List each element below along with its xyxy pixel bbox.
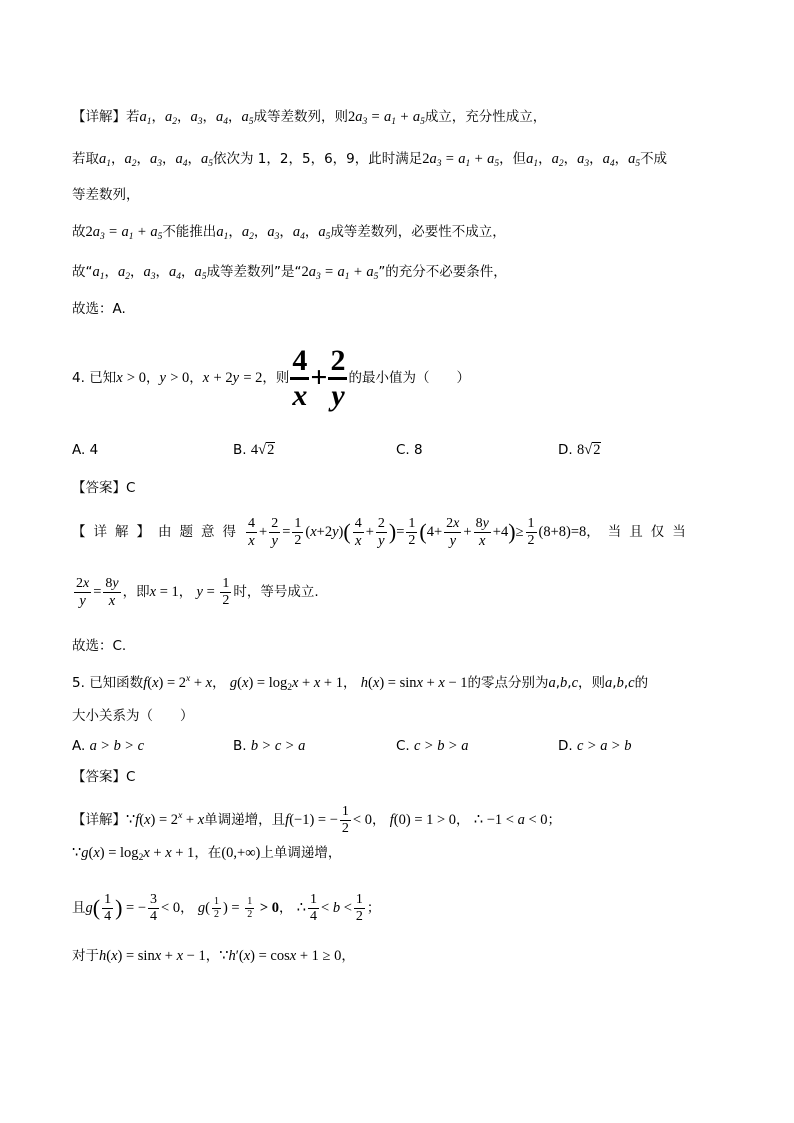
text: 且	[72, 900, 86, 916]
text: 不成	[640, 151, 668, 167]
q4-option-d: D. 8√2	[558, 442, 601, 458]
text: 成等差数列，必要性不成立，	[330, 224, 506, 240]
q5-answer: 【答案】C	[72, 769, 136, 785]
q5-option-a: A. a > b > c	[72, 738, 145, 754]
q3-detail-line-3: 等差数列，	[72, 187, 140, 203]
q5-option-d: D. c > a > b	[558, 738, 632, 754]
text: 的最小值为（ ）	[348, 370, 470, 386]
label: B.	[233, 442, 247, 458]
frac-2-over-y: $\frac{2}{y}$	[330, 343, 346, 412]
text: 不能推出	[162, 224, 217, 240]
text: 时，等号成立.	[233, 584, 319, 600]
text: ，此时满足	[354, 151, 423, 167]
text: 对于	[72, 948, 99, 964]
frac-4-over-x: $\frac{4}{x}$	[292, 343, 308, 412]
q4-option-c: C. 8	[396, 442, 423, 458]
text: ，则	[578, 675, 606, 691]
label: C.	[396, 738, 410, 754]
label: D.	[558, 442, 573, 458]
q5-stem-line-2: 大小关系为（ ）	[72, 708, 194, 724]
text: 成等差数列”是“	[206, 264, 302, 280]
text: 故	[72, 224, 86, 240]
q4-detail-line-2: $\frac{2x}{y}$ = $\frac{8y}{x}$ ，即x = 1， y = $\frac{1}{2}$ 时，等号成立.	[76, 575, 319, 609]
q5-detail-line-3: 且g( $\frac{1}{4}$ ) = − $\frac{3}{4}$ < 0， g( $\frac{1}{2}$ ) = $\frac{1}{2}$ > 0， ∴ $\frac{1}{4}$ < b < $\frac{1}{2}$ ；	[72, 891, 381, 924]
q5-detail-line-4: 对于h(x) = sinx + x − 1，∵h′(x) = cosx + 1 ≥ 0，	[72, 948, 355, 964]
q5-option-b: B. b > c > a	[233, 738, 306, 754]
q3-detail-line-1: 【详解】若$a_1$，$a_2$，$a_3$，$a_4$，$a_5$成等差数列，则$2a_3 = a_1 + a_5$成立，充分性成立，	[72, 109, 547, 127]
detail-label: 【详解】由题意得	[72, 524, 244, 540]
label: A.	[72, 738, 86, 754]
q4-stem: 4. 已知x > 0，y > 0，x + 2y = 2，则 $\frac{4}{x}$ + $\frac{2}{y}$ 的最小值为（ ）	[72, 343, 470, 412]
q3-detail-line-5: 故“$a_1$，$a_2$，$a_3$，$a_4$，$a_5$成等差数列”是“$2a_3 = a_1 + a_5$”的充分不必要条件，	[72, 264, 507, 282]
q5-detail-line-2: ∵g(x) = $\log_2x + x + 1$，在(0,+∞)上单调递增，	[72, 845, 342, 863]
text: 成等差数列，则	[253, 109, 348, 125]
detail-label: 【详解】	[72, 812, 126, 828]
values: 1，2，5，6，9	[257, 151, 355, 167]
text: ，即	[122, 584, 150, 600]
question-number: 5.	[72, 675, 85, 691]
q4-detail-line-1: 【详解】由题意得 $\frac{4}{x}$ + $\frac{2}{y}$ = $\frac{1}{2}$ (x+2y)( $\frac{4}{x}$ + $\frac{2}{y}$ )= $\frac{1}{2}$ (4+ $\frac{2x}{y}$ + $\frac{8y}{x}$ +4)≥ $\frac{1}{2}$ (8+8)=8，当且仅当	[72, 515, 694, 549]
text: 若	[126, 109, 140, 125]
label: B.	[233, 738, 247, 754]
detail-label: 【详解】	[72, 109, 126, 125]
text: ，则	[262, 370, 290, 386]
text: 上单调递增，	[260, 845, 342, 861]
text: 故“	[72, 264, 93, 280]
q5-option-c: C. c > b > a	[396, 738, 469, 754]
question-number: 4.	[72, 370, 85, 386]
q4-answer: 【答案】C	[72, 480, 136, 496]
text: ”的充分不必要条件，	[378, 264, 507, 280]
text: 若取	[72, 151, 99, 167]
text: 的	[634, 675, 649, 691]
text: ，在	[194, 845, 222, 861]
text: ，但	[499, 151, 527, 167]
text: 成立，充分性成立，	[424, 109, 547, 125]
text: 单调递增，且	[204, 812, 286, 828]
text: 已知函数	[89, 675, 144, 691]
text: 依次为	[213, 151, 254, 167]
text: 的零点分别为	[467, 675, 549, 691]
q3-detail-line-2: 若取$a_1$，$a_2$，$a_3$，$a_4$，$a_5$依次为 1，2，5，6，9，此时满足$2a_3 = a_1 + a_5$，但$a_1$，$a_2$，$a_3$，$a_4$，$a_5$不成	[72, 151, 668, 169]
text: 已知	[89, 370, 117, 386]
q5-stem-line-1: 5. 已知函数$f(x) = 2^x + x$， $g(x) = \log_2x + x + 1$， h(x) = sinx + x − 1的零点分别为a,b,c，则a,b,c的	[72, 674, 649, 693]
q3-choose: 故选：A.	[72, 301, 126, 317]
q4-choose: 故选：C.	[72, 638, 127, 654]
q4-option-a: A. 4	[72, 442, 99, 458]
label: D.	[558, 738, 573, 754]
q5-detail-line-1: 【详解】∵f(x) = $2^x + x$单调递增，且f(−1) = − $\frac{1}{2}$ < 0， f(0) = 1 > 0， ∴ −1 < a < 0；	[72, 803, 561, 836]
q4-option-b: B. 4√2	[233, 442, 275, 458]
q3-detail-line-4: 故$2a_3 = a_1 + a_5$不能推出$a_1$，$a_2$，$a_3$，$a_4$，$a_5$成等差数列，必要性不成立，	[72, 224, 506, 242]
text: ，当且仅当	[586, 524, 694, 540]
